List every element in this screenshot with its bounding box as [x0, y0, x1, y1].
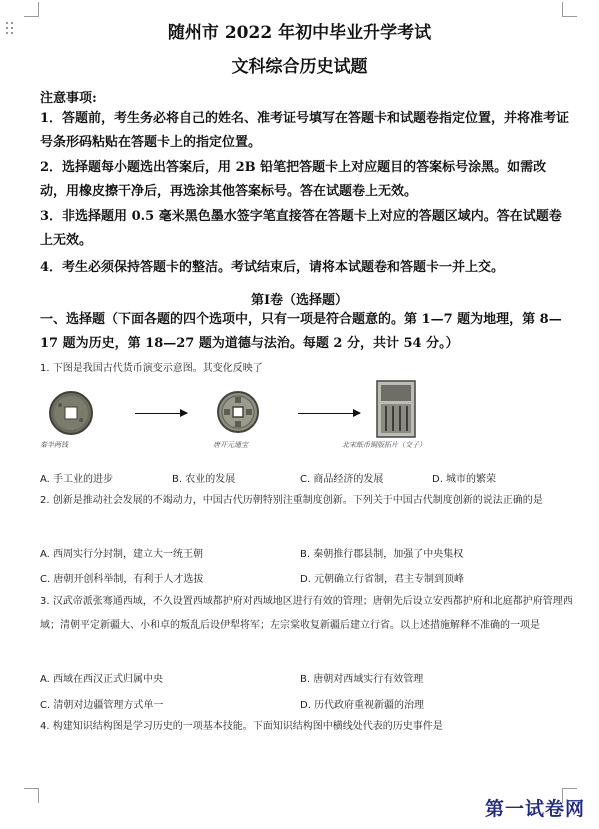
exam-subtitle: 文科综合历史试题	[231, 57, 368, 77]
currency-figure	[40, 380, 560, 455]
corner-mark-top-left	[24, 2, 39, 17]
arrow-icon	[135, 413, 187, 414]
section-instruction: 一、选择题（下面各题的四个选项中，只有一项是符合题意的。第 1—7 题为地理，第 8—17 题为历史，第 18—27 题为道德与法治。每题 2 分，共计 54 分。）	[40, 312, 562, 351]
corner-mark-top-right	[562, 2, 577, 17]
note-item: 3．非选择题用 0.5 毫米黑色墨水签字笔直接答在答题卡上对应的答题区域内。答在试题卷上无效。	[40, 209, 562, 248]
tang-coin-image	[216, 390, 260, 434]
answer-option: A. 手工业的进步	[40, 474, 114, 485]
site-watermark: 第一试卷网	[484, 798, 585, 820]
answer-option: C. 商品经济的发展	[300, 474, 384, 485]
answer-option: D. 元朝确立行省制，君主专制到顶峰	[300, 574, 465, 585]
answer-option: B. 唐朝对西域实行有效管理	[300, 674, 424, 685]
answer-option: B. 秦朝推行郡县制，加强了中央集权	[300, 549, 464, 560]
note-item: 2．选择题每小题选出答案后，用 2B 铅笔把答题卡上对应题目的答案标号涂黑。如需改动，用橡皮擦干净后，再选涂其他答案标号。答在试题卷上无效。	[40, 160, 547, 199]
note-item: 1．答题前，考生务必将自己的姓名、准考证号填写在答题卡和试题卷指定位置，并将准考证号条形码粘贴在答题卡上的指定位置。	[40, 111, 570, 150]
question-stem: 3. 汉武帝派张骞通西域，不久设置西域都护府对西域地区进行有效的管理；唐朝先后设立安西都护府和北庭都护府管理西域；清朝平定新疆大、小和卓的叛乱后设伊犁将军；左宗棠收复新疆后建立行省。以上述措施解释不准确的一项是	[40, 596, 573, 631]
notes-heading: 注意事项:	[40, 91, 97, 106]
note-item: 4．考生必须保持答题卡的整洁。考试结束后，请将本试题卷和答题卡一并上交。	[40, 260, 505, 275]
corner-mark-bottom-left	[24, 788, 39, 803]
figure-caption: 唐开元通宝	[213, 441, 248, 449]
question-stem: 4. 构建知识结构图是学习历史的一项基本技能。下面知识结构图中横线处代表的历史事件是	[40, 721, 443, 732]
answer-option: B. 农业的发展	[172, 474, 236, 485]
answer-option: A. 西周实行分封制，建立大一统王朝	[40, 549, 204, 560]
jiaozi-banknote-image	[376, 380, 416, 438]
question-stem: 1. 下图是我国古代货币演变示意图。其变化反映了	[40, 363, 263, 374]
exam-title: 随州市 2022 年初中毕业升学考试	[167, 23, 432, 43]
qin-coin-image	[48, 390, 94, 436]
section-title: 第Ⅰ卷（选择题）	[250, 293, 349, 308]
arrow-icon	[298, 413, 360, 414]
answer-option: D. 历代政府重视新疆的治理	[300, 700, 425, 711]
question-stem: 2. 创新是推动社会发展的不竭动力，中国古代历朝特别注重制度创新。下列关于中国古代制度创新的说法正确的是	[40, 495, 543, 506]
answer-option: D. 城市的繁荣	[432, 474, 497, 485]
answer-option: A. 西域在西汉正式归属中央	[40, 674, 164, 685]
answer-option: C. 清朝对边疆管理方式单一	[40, 700, 164, 711]
figure-caption: 北宋纸币铜版拓片（交子）	[342, 441, 426, 449]
answer-option: C. 唐朝开创科举制，有利于人才选拔	[40, 574, 204, 585]
figure-caption: 秦半两钱	[40, 441, 68, 449]
